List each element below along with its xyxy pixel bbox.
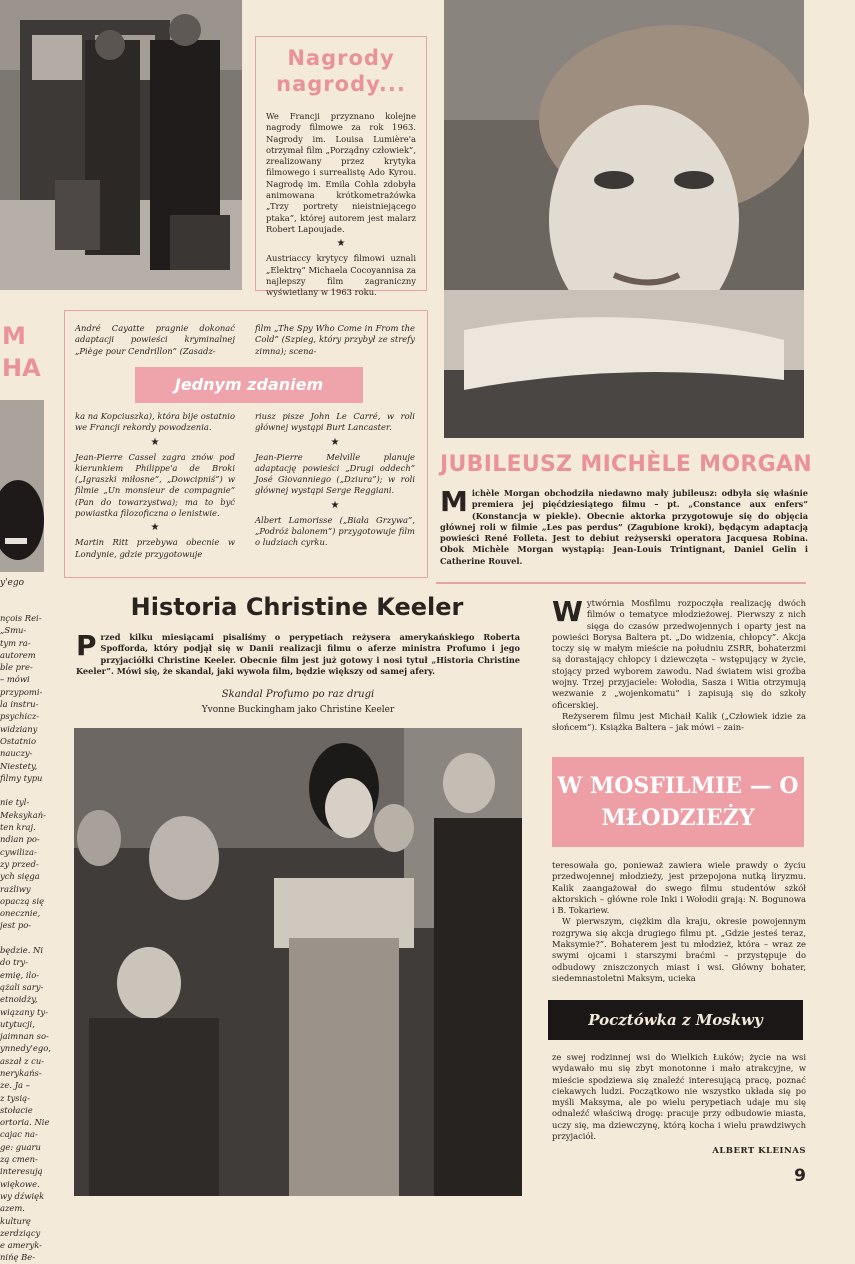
left-column-fragment: opaczą się (0, 895, 45, 906)
left-column-fragment: nerykańs- (0, 1067, 42, 1078)
left-column-fragment: rażliwy (0, 883, 31, 894)
left-column-fragment: azem. (0, 1203, 25, 1214)
morgan-article (440, 485, 808, 567)
left-column-fragment: la instru- (0, 699, 39, 710)
left-column-fragment: autorem (0, 649, 36, 660)
mosfilm-dropcap: W (552, 595, 583, 628)
photo-men-with-suitcase (0, 0, 242, 290)
left-column-fragment: będzie. Ni (0, 945, 44, 956)
mosfilm-body-2: Reżyserem filmu jest Michaił Kalik („Człowiek idzie za słońcem”). Książka Baltera – jak mówi – zain- (552, 710, 806, 733)
one-sentence-banner: Jednym zdaniem (135, 367, 363, 403)
left-column-fragment: ge: guaru (0, 1141, 41, 1152)
awards-paragraph-1: We Francji przyznano kolejne nagrody filmowe za rok 1963. Nagrody im. Louisa Lumière'a otrzymał film „Porządny człowiek”, zrealizowany przez krytyka filmowego i surrealistę Ado Kyrou. Nagrodę im. Emila Cohla zdobyła animowana krótkometrażówka „Trzy portrety nieistniejącego ptaka”, której autorem jest malarz Robert Lapoujade. (266, 111, 416, 234)
left-column-fragment: emię, ilo- (0, 969, 40, 980)
left-column-fragment: Meksykań- (0, 809, 46, 820)
photo-michele-morgan (444, 0, 804, 438)
left-column-fragment: kulturę (0, 1215, 31, 1226)
left-column-fragment: „Smu- (0, 625, 27, 636)
mosfilm-body-4: W pierwszym, ciężkim dla kraju, okresie powojennym rozgrywa się akcja drugiego filmu pt. „Gdzie jesteś teraz, Maksymie?”. Bohaterem jest tu młodzież, która – wraz ze swymi ojcami i starszymi braćmi – przystępuje do odbudowy zniszczonych miast i wsi. Główny bohater, siedemnastoletni Maksym, ucieka (552, 916, 806, 983)
left-column-fragment: ze. Ja – (0, 1080, 30, 1091)
one-sentence-right-p3: Albert Lamorisse („Biała Grzywa”, „Podróż balonem”) przygotowuje film o ludziach cyrku. (255, 514, 415, 548)
left-column-fragment: więkowe. (0, 1178, 40, 1189)
left-column-fragment: ynnedy'ego, (0, 1043, 51, 1054)
star-separator: ★ (150, 522, 160, 534)
left-column-fragment: wy dźwięk (0, 1190, 45, 1201)
awards-paragraph-2: Austriaccy krytycy filmowi uznali „Elektrę” Michaela Cocoyannisa za najlepszy film zagraniczny wyświetlany w 1963 roku. (266, 253, 416, 298)
awards-title: Nagrody nagrody... (276, 46, 406, 96)
one-sentence-right-cont: riusz pisze John Le Carré, w roli głównej wystąpi Burt Lancaster. (255, 411, 415, 433)
keeler-title: Historia Christine Keeler (130, 593, 464, 621)
left-column-fragment: utytucji, (0, 1018, 35, 1029)
star-separator: ★ (330, 499, 340, 511)
left-column-fragment (0, 932, 44, 944)
left-column-fragment: jest po- (0, 920, 32, 931)
one-sentence-left-p3: Martin Ritt przebywa obecnie w Londynie, gdzie przygotowuje (75, 537, 235, 559)
left-column-fragment: Ostatnio (0, 735, 37, 746)
left-column-fragment: stołacie (0, 1104, 33, 1115)
one-sentence-right-p2: Jean-Pierre Melville planuje adaptację powieści „Drugi oddech” José Giovanniego („Dziura”); w roli głównej wystąpi Serge Reggiani. (255, 451, 415, 496)
morgan-dropcap: M (440, 485, 468, 518)
mosfilm-body-1: ytwórnia Mosfilmu rozpoczęła realizację dwóch filmów o tematyce młodzieżowej. Pierwszy z nich sięga do czasów przedwojennych i oparty jest na powieści Borysa Baltera pt. „Do widzenia, chłopcy”. Akcja toczy się w małym mieście na południu ZSRR, bohaterzmi są dorastający chłopcy i dziewczęta – wstępujący w życie, stojący przed wyborem zawodu. Nad światem wisi groźba wojny. Trzej przyjaciele: Wołodia, Sasza i Witia otrzymują wezwanie z „wojenkomatu” i zapisują się do szkoły oficerskiej. (552, 598, 806, 710)
one-sentence-left-cont: ka na Kopciuszka), która bije ostatnio we Francji rekordy powodzenia. (75, 411, 235, 433)
left-column-fragment: ortoria. Nie (0, 1117, 50, 1128)
keeler-body: rzed kilku miesiącami pisaliśmy o perypetiach reżysera amerykańskiego Roberta Spofforda, który podjął się w Danii realizacji filmu o aferze ministra Profumo i jego przyjaciółki Christine Keeler. Obecnie film jest już gotowy i nosi tytuł „Historia Christine Keeler”. Mówi się, że skandal, jaki wywoła film, będzie większy od samej afery. (76, 632, 520, 676)
awards-box (255, 36, 427, 298)
star-separator: ★ (330, 436, 340, 448)
left-column-fragment: cajac na- (0, 1129, 38, 1140)
left-column-header-fragment: M HA (2, 322, 41, 382)
photo-christine-keeler (74, 728, 522, 1196)
keeler-article (76, 629, 520, 677)
left-column-fragment: tym ra- (0, 637, 31, 648)
divider (436, 582, 806, 584)
mosfilm-article-top (552, 595, 806, 734)
left-column-fragment: przypomi- (0, 686, 43, 697)
one-sentence-box (64, 310, 428, 578)
left-column-fragment: ble pre- (0, 662, 33, 673)
left-column-fragment: psychicz- (0, 711, 40, 722)
left-column-fragment: zą cmen- (0, 1154, 38, 1165)
left-column-fragment: do try- (0, 957, 28, 968)
left-column-fragment: nçois Rei- (0, 613, 42, 623)
left-column-fragment: – mówi (0, 674, 30, 685)
left-column-fragment: nińę Be- (0, 1252, 36, 1263)
left-column-fragment: nie tyl- (0, 797, 30, 808)
left-column-fragment: e ameryk- (0, 1240, 43, 1251)
keeler-caption: Yvonne Buckingham jako Christine Keeler (201, 705, 395, 715)
left-column-fragment: ych sięga (0, 871, 40, 882)
page-number: 9 (794, 1166, 806, 1186)
left-column-fragment: ndian po- (0, 834, 40, 845)
one-sentence-left-top: André Cayatte pragnie dokonać adaptacji powieści kryminalnej „Piège pour Cendrillon” (Zasadz- (75, 323, 235, 356)
keeler-dropcap: P (76, 629, 97, 662)
mosfilm-body-5: ze swej rodzinnej wsi do Wielkich Łuków; życie na wsi wydawało mu się zbyt monotonne i mało atrakcyjne, w mieście spodziewa się znaleźć interesującą pracę, poznać ciekawych ludzi. Początkowo nie wszystko układa się po myśli Maksyma, ale po wielu perypetiach udaje mu się odnaleźć właściwą drogę: pracuje przy odbudowie miasta, uczy się, ma dziewczynę, którą kocha i wielu prawdziwych przyjaciół. (552, 1052, 806, 1142)
mosfilm-body-3: teresowała go, ponieważ zawiera wiele prawdy o życiu przedwojennej młodzieży, jest przepojona nutką liryzmu. Kalik zaangażował do swego filmu studentów szkół aktorskich – główne role Inki i Wołodii grają: N. Bogunowa i B. Tokariew. (552, 860, 806, 916)
left-column-fragment: Niestety, (0, 760, 38, 771)
postcard-banner: Pocztówka z Moskwy (548, 1000, 803, 1040)
photo-left-fragment (0, 400, 44, 572)
left-column-fragment: jaimnan so- (0, 1031, 49, 1042)
left-column-fragment: zy przed- (0, 858, 39, 869)
author-signature: ALBERT KLEINAS (712, 1146, 806, 1156)
left-column-fragment: interesują (0, 1166, 43, 1177)
star-separator: ★ (336, 238, 346, 250)
morgan-title: JUBILEUSZ MICHÈLE MORGAN (440, 452, 812, 477)
morgan-body: ichèle Morgan obchodziła niedawno mały jubileusz: odbyła się właśnie premiera jej pięćdziesiątego filmu – pt. „Constance aux enfers” (Konstancja w piekle). Obecnie aktorka przygotowuje się do objęcia głównej roli w filmie „Les pas perdus” (Zagubione kroki), będącym adaptacją powieści René Folleta. Jest to debiut reżyserski operatora Jacquesa Robina. Obok Michèle Morgan wystąpią: Jean-Louis Trintignant, Daniel Gelin i Catherine Rouvel. (440, 488, 808, 566)
left-column-fragment (0, 784, 44, 796)
left-photo-caption-fragment: y'ego (0, 578, 25, 588)
left-column-fragment: ążali sary- (0, 981, 44, 992)
left-column-fragment: zerdziący (0, 1227, 41, 1238)
keeler-caption-title: Skandal Profumo po raz drugi (221, 689, 375, 700)
mosfilm-article-bottom (552, 1052, 806, 1142)
left-column-fragment: onecznie, (0, 908, 41, 919)
one-sentence-left-p2: Jean-Pierre Cassel zagra znów pod kierunkiem Philippe'a de Broki („Igraszki miłosne”, „Dowcipniś”) w filmie „Un monsieur de compagnie” (Pan do towarzystwa); ma to być powiastka filozoficzna o lenistwie. (75, 451, 235, 519)
left-column-fragment: ten kraj. (0, 822, 36, 833)
left-column-fragment: widziany (0, 723, 38, 734)
mosfilm-banner: W MOSFILMIE — O MŁODZIEŻY (552, 757, 804, 847)
left-column-fragment: filmy typu (0, 772, 43, 783)
left-column-fragment: nauczy- (0, 748, 33, 759)
star-separator: ★ (150, 436, 160, 448)
left-column-fragment: etnoidży, (0, 994, 38, 1005)
mosfilm-article-mid (552, 860, 806, 984)
left-column-text-fragments (0, 612, 51, 1263)
one-sentence-right-top: film „The Spy Who Come in From the Cold” (Szpieg, który przybył ze strefy zimna); scena- (255, 323, 415, 356)
left-column-fragment: cywiliza- (0, 846, 37, 857)
left-column-fragment: wiązany ty- (0, 1006, 48, 1017)
left-column-fragment: aszał z cu- (0, 1055, 45, 1066)
left-column-fragment: z tysią- (0, 1092, 30, 1103)
